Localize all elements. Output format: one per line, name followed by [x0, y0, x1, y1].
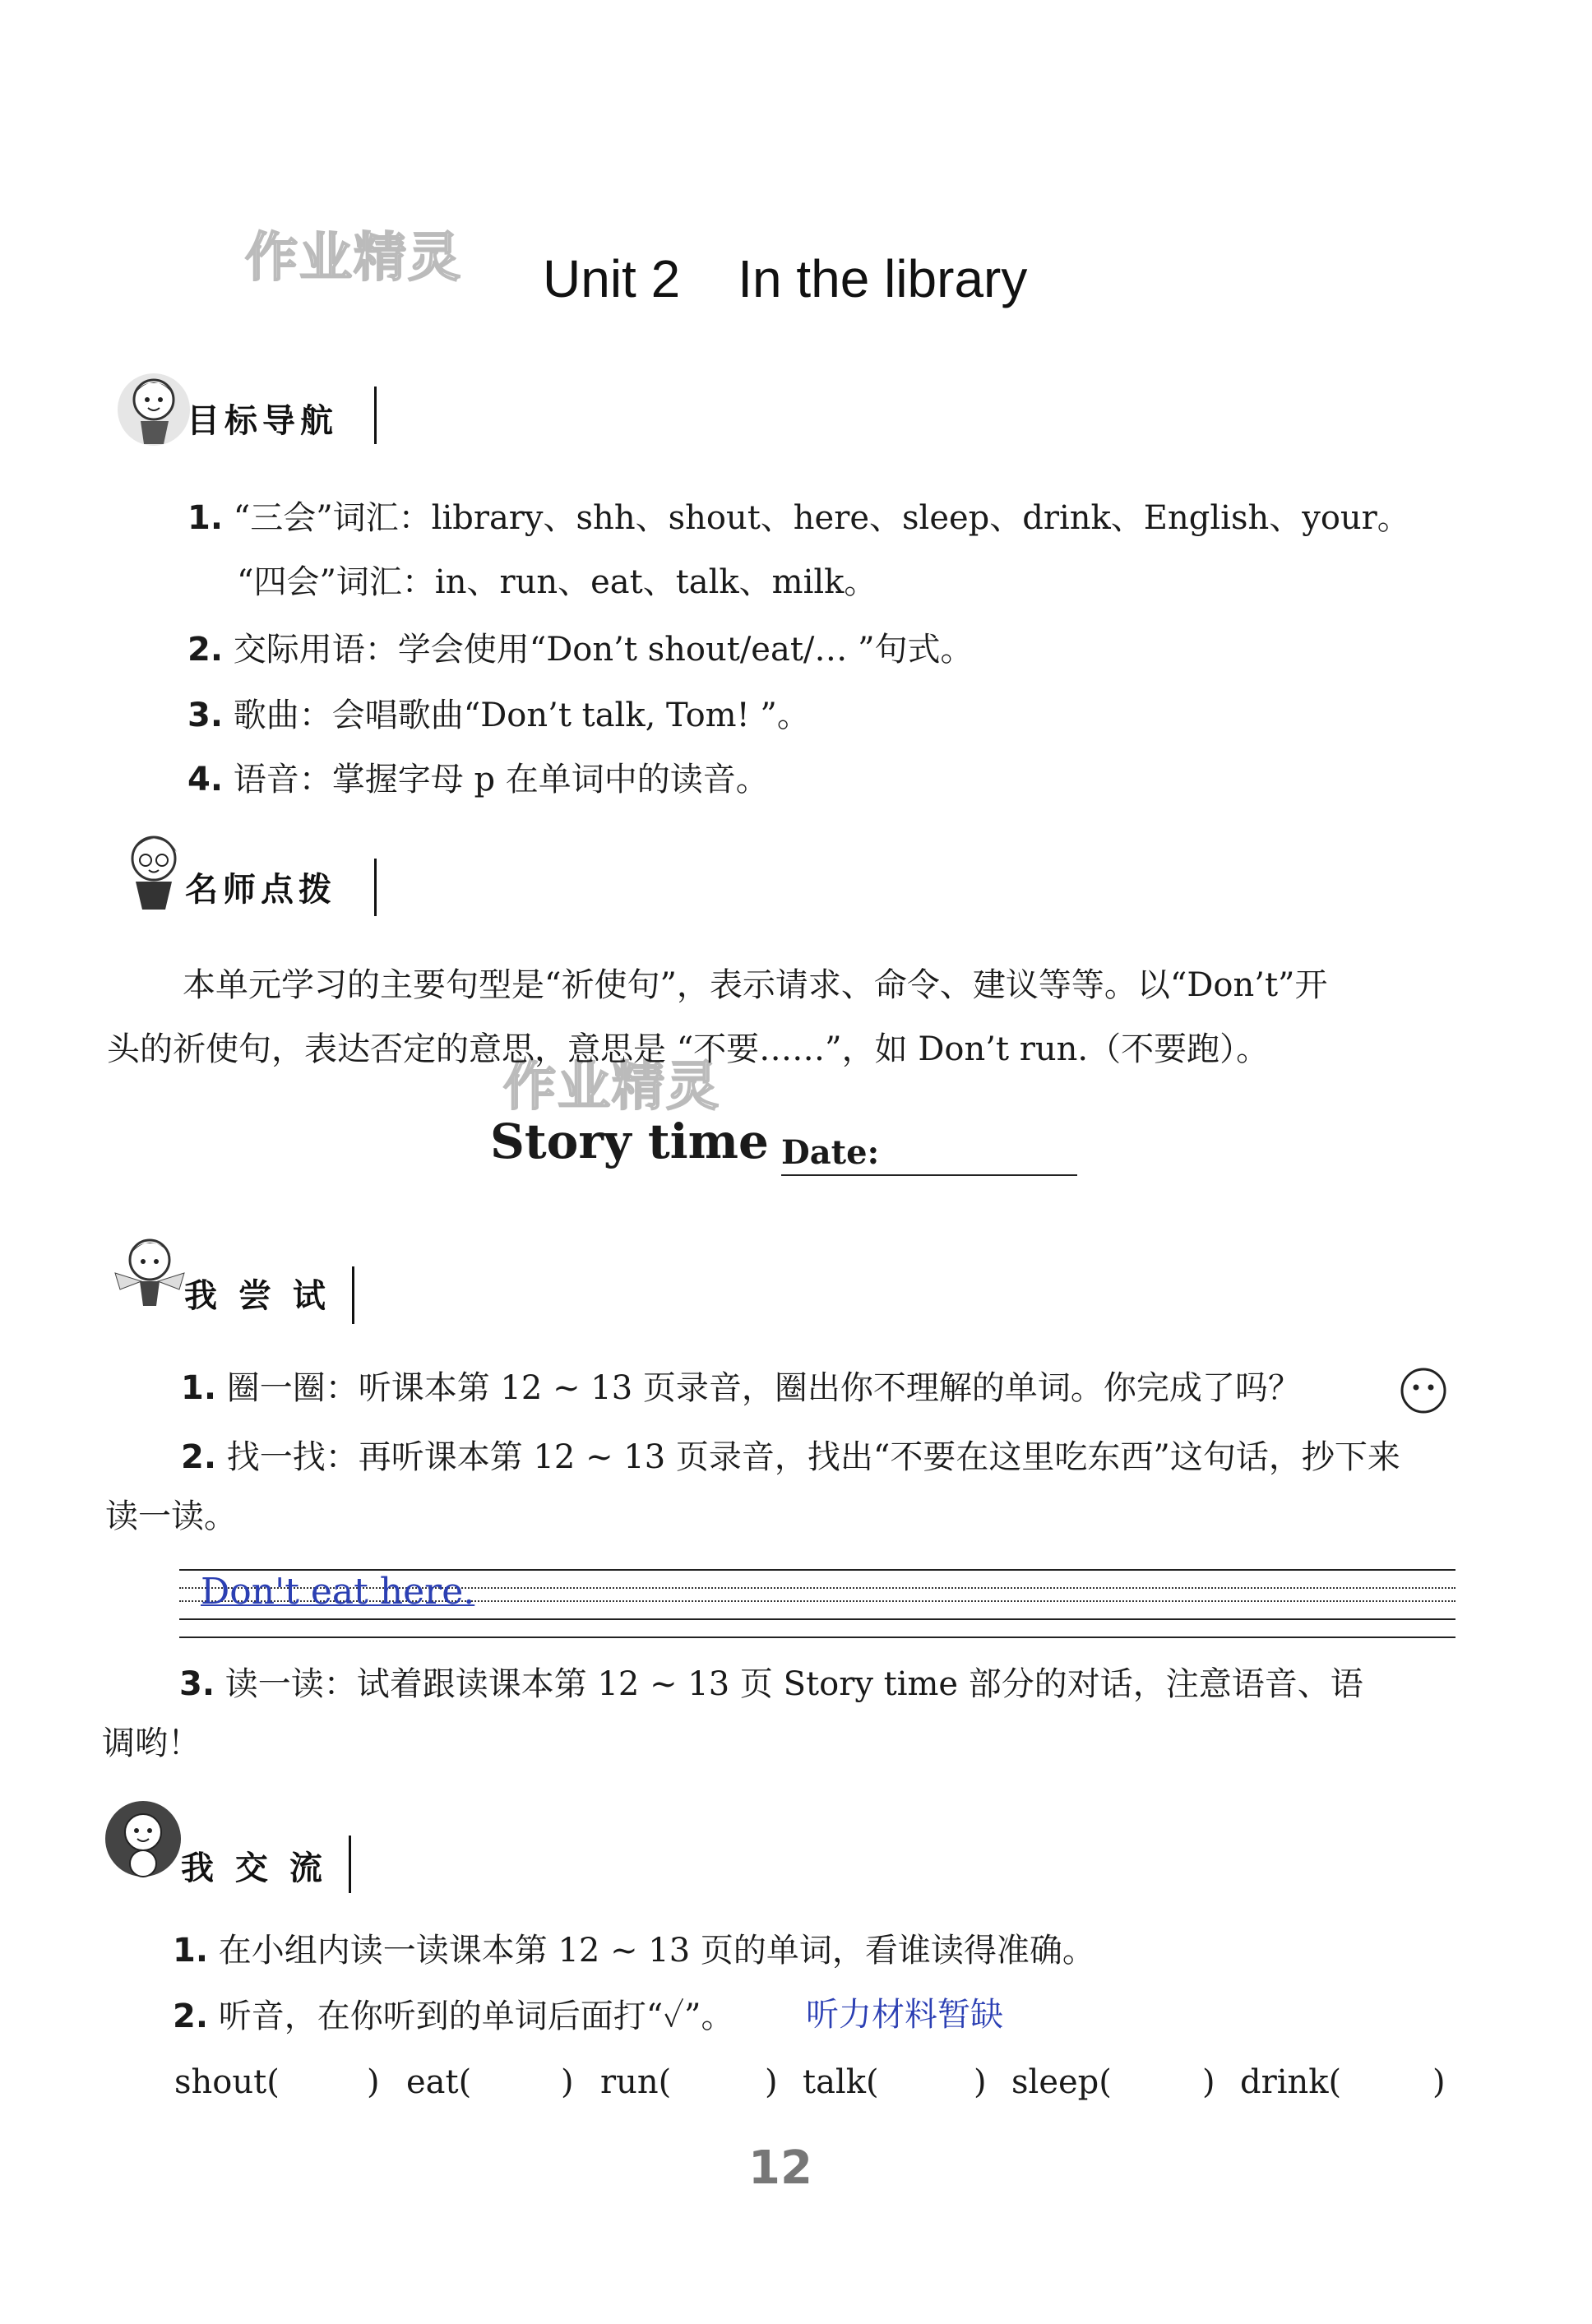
answer-text[interactable]: Don't eat here. — [201, 1571, 475, 1613]
goal-item-2: 2. 交际用语：学会使用“Don’t shout/eat/… ”句式。 — [187, 631, 974, 669]
section-divider — [349, 1836, 351, 1893]
word-drink-close[interactable]: ) — [1432, 2063, 1446, 2101]
section-divider — [374, 859, 377, 916]
word-run-close[interactable]: ) — [765, 2063, 778, 2101]
watermark-middle: 作业精灵 — [503, 1057, 720, 1118]
writing-line-bottom — [179, 1637, 1455, 1638]
word-sleep-close[interactable]: ) — [1202, 2063, 1215, 2101]
unit-name: In the library — [738, 249, 1028, 308]
section-label-try: 我 尝 试 — [184, 1277, 331, 1315]
unit-title — [543, 248, 1027, 309]
tips-paragraph-line-1: 本单元学习的主要句型是“祈使句”，表示请求、命令、建议等等。以“Don’t”开 — [183, 966, 1328, 1004]
word-eat: eat( — [406, 2063, 472, 2101]
section-header-goals — [111, 362, 391, 452]
audio-missing-note: 听力材料暂缺 — [806, 1996, 1003, 2034]
word-run: run( — [600, 2063, 672, 2101]
section-divider — [374, 387, 377, 444]
word-talk-close[interactable]: ) — [974, 2063, 987, 2101]
watermark-top: 作业精灵 — [245, 228, 462, 289]
goal-item-4: 4. 语音：掌握字母 p 在单词中的读音。 — [187, 761, 769, 799]
section-label-goals: 目标导航 — [187, 402, 338, 440]
section-header-talk — [99, 1794, 378, 1885]
try-item-3-line-2: 调哟！ — [102, 1724, 201, 1762]
word-drink: drink( — [1240, 2063, 1342, 2101]
goal-item-1: 1. “三会”词汇：library、shh、shout、here、sleep、drink、English、your。 — [187, 499, 1410, 537]
try-item-1: 1. 圈一圈：听课本第 12 ~ 13 页录音，圈出你不理解的单词。你完成了吗？ — [181, 1369, 1301, 1407]
try-item-3-line-1: 3. 读一读：试着跟读课本第 12 ~ 13 页 Story time 部分的对话，注意语音、语 — [179, 1665, 1363, 1703]
word-sleep: sleep( — [1011, 2063, 1112, 2101]
page-number: 12 — [748, 2141, 812, 2195]
date-label: Date: — [781, 1133, 880, 1172]
unit-number: Unit 2 — [543, 249, 681, 308]
goal-item-1b: “四会”词汇：in、run、eat、talk、milk。 — [237, 563, 877, 601]
section-divider — [352, 1266, 354, 1324]
talk-item-2: 2. 听音，在你听到的单词后面打“✓”。 — [173, 1998, 734, 2035]
story-time-title: Story time — [490, 1113, 769, 1169]
tips-paragraph-line-2: 头的祈使句，表达否定的意思，意思是 “不要……”，如 Don’t run.（不要跑）。 — [107, 1030, 1270, 1068]
word-eat-close[interactable]: ) — [561, 2063, 574, 2101]
fairy-mascot-icon — [105, 1227, 196, 1317]
section-header-try — [105, 1227, 385, 1317]
section-label-tips: 名师点拨 — [185, 871, 336, 909]
word-shout: shout( — [174, 2063, 280, 2101]
snowman-mascot-icon — [99, 1794, 189, 1885]
word-shout-close[interactable]: ) — [367, 2063, 380, 2101]
talk-item-1: 1. 在小组内读一读课本第 12 ~ 13 页的单词，看谁读得准确。 — [173, 1932, 1095, 1970]
smiley-face-icon[interactable] — [1400, 1367, 1447, 1414]
word-talk: talk( — [803, 2063, 879, 2101]
try-item-2-line-2: 读一读。 — [105, 1498, 237, 1535]
try-item-2-line-1: 2. 找一找：再听课本第 12 ~ 13 页录音，找出“不要在这里吃东西”这句话，抄下来 — [181, 1438, 1400, 1476]
section-header-tips — [111, 822, 391, 913]
date-blank-line[interactable] — [781, 1174, 1077, 1176]
section-label-talk: 我 交 流 — [181, 1849, 327, 1887]
goal-item-3: 3. 歌曲：会唱歌曲“Don’t talk, Tom! ”。 — [187, 697, 810, 734]
writing-line-baseline — [179, 1618, 1455, 1620]
